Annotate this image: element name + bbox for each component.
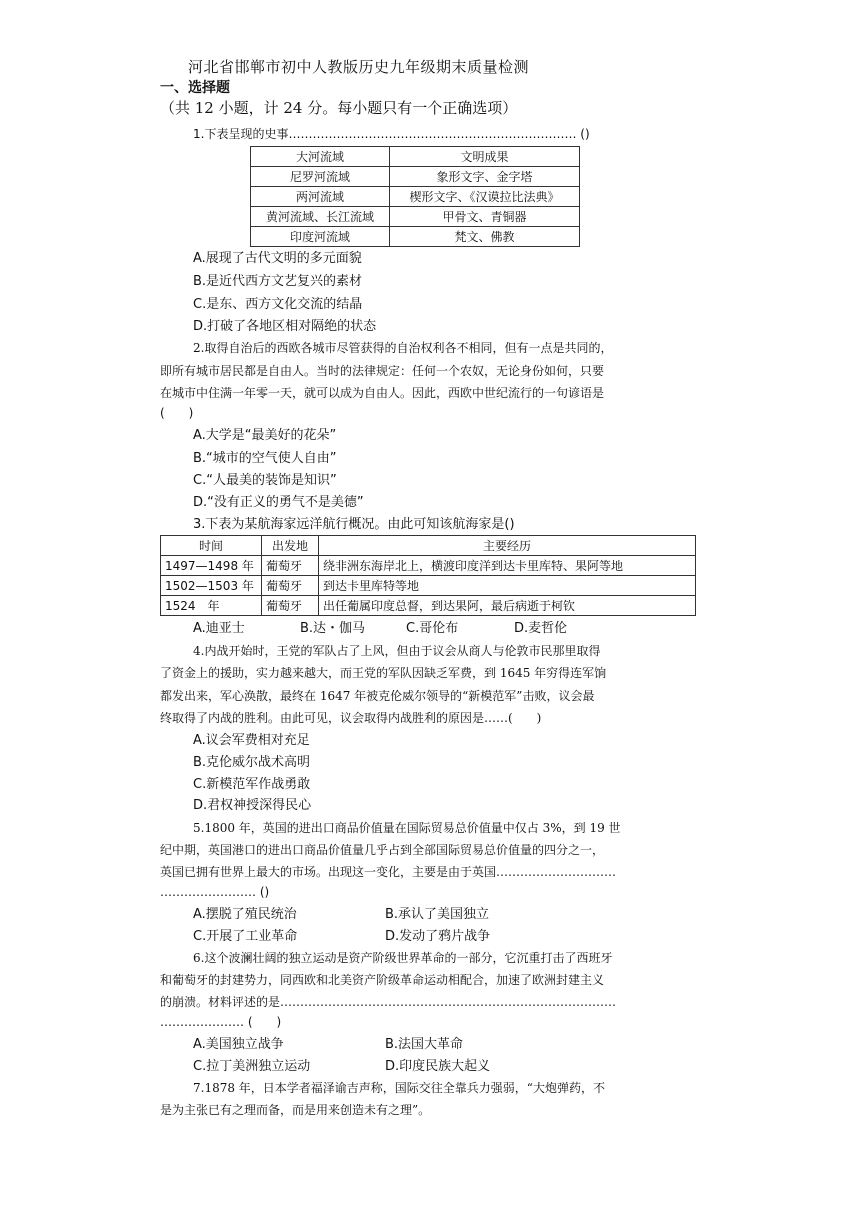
table-header-cell: 文明成果 <box>390 147 580 167</box>
table-cell: 出任葡属印度总督，到达果阿，最后病逝于柯钦 <box>319 596 696 616</box>
question-2-line: ( ) <box>160 406 194 420</box>
section-note: （共 12 小题，计 24 分。每小题只有一个正确选项） <box>160 99 518 117</box>
table-header-cell: 时间 <box>161 536 262 556</box>
table-cell: 象形文字、金字塔 <box>390 167 580 187</box>
table-cell: 印度河流域 <box>251 227 390 247</box>
table-header-cell: 主要经历 <box>319 536 696 556</box>
question-2-option: C.“人最美的装饰是知识” <box>193 473 337 488</box>
document-title: 河北省邯郸市初中人教版历史九年级期末质量检测 <box>188 58 530 76</box>
table-cell: 葡萄牙 <box>262 596 319 616</box>
question-1-option: A.展现了古代文明的多元面貌 <box>193 251 362 266</box>
question-1-stem: 1.下表呈现的史事……………………………………………………………… () <box>193 127 590 141</box>
question-6-line: 6.这个波澜壮阔的独立运动是资产阶级世界革命的一部分，它沉重打击了西班牙 <box>193 951 613 965</box>
question-5-line: 纪中期，英国港口的进出口商品价值量几乎占到全部国际贸易总价值量的四分之一， <box>160 843 605 857</box>
question-6-line: ………………… ( ) <box>160 1015 282 1029</box>
question-1-option: D.打破了各地区相对隔绝的状态 <box>193 319 377 334</box>
question-3-stem: 3.下表为某航海家远洋航行概况。由此可知该航海家是() <box>193 517 515 532</box>
question-5-option: D.发动了鸦片战争 <box>385 929 491 944</box>
question-2-option: D.“没有正义的勇气不是美德” <box>193 495 364 510</box>
question-3-option: C.哥伦布 <box>406 621 459 636</box>
question-3-option: D.麦哲伦 <box>514 621 568 636</box>
question-7-line: 7.1878 年，日本学者福泽谕吉声称，国际交往全靠兵力强弱，“大炮弹药，不 <box>193 1081 605 1095</box>
question-5-option: C.开展了工业革命 <box>193 929 298 944</box>
question-3-table <box>160 535 696 616</box>
table-cell: 甲骨文、青铜器 <box>390 207 580 227</box>
table-cell: 1497—1498 年 <box>161 556 262 576</box>
question-4-option: A.议会军费相对充足 <box>193 733 310 748</box>
table-cell: 1524 年 <box>161 596 262 616</box>
question-4-line: 了资金上的援助，实力越来越大，而王党的军队因缺乏军费，到 1645 年穷得连军饷 <box>160 666 607 680</box>
table-cell: 梵文、佛教 <box>390 227 580 247</box>
question-5-line: 英国已拥有世界上最大的市场。出现这一变化，主要是由于英国………………………… <box>160 865 617 879</box>
question-2-line: 在城市中住满一年零一天，就可以成为自由人。因此，西欧中世纪流行的一句谚语是 <box>160 386 605 400</box>
question-4-option: C.新模范军作战勇敢 <box>193 777 311 792</box>
table-cell: 葡萄牙 <box>262 576 319 596</box>
table-cell: 绕非洲东海岸北上，横渡印度洋到达卡里库特、果阿等地 <box>319 556 696 576</box>
question-4-line: 都发出来，军心涣散，最终在 1647 年被克伦威尔领导的“新模范军”击败，议会最 <box>160 689 595 703</box>
table-cell: 1502—1503 年 <box>161 576 262 596</box>
question-6-option: D.印度民族大起义 <box>385 1059 491 1074</box>
table-cell: 葡萄牙 <box>262 556 319 576</box>
table-cell: 楔形文字、《汉谟拉比法典》 <box>390 187 580 207</box>
section-heading: 一、选择题 <box>160 80 230 96</box>
question-5-option: B.承认了美国独立 <box>385 907 490 922</box>
table-cell: 黄河流域、长江流域 <box>251 207 390 227</box>
question-6-line: 的崩溃。材料评述的是………………………………………………………………………… <box>160 995 617 1009</box>
question-1-table <box>250 146 580 247</box>
question-4-option: D.君权神授深得民心 <box>193 798 312 813</box>
question-5-line: 5.1800 年，英国的进出口商品价值量在国际贸易总价值量中仅占 3%，到 19 世 <box>193 821 621 835</box>
table-header-cell: 大河流域 <box>251 147 390 167</box>
question-5-option: A.摆脱了殖民统治 <box>193 907 297 922</box>
question-1-option: B.是近代西方文艺复兴的素材 <box>193 274 363 289</box>
question-6-option: C.拉丁美洲独立运动 <box>193 1059 311 1074</box>
table-header-cell: 出发地 <box>262 536 319 556</box>
table-cell: 两河流域 <box>251 187 390 207</box>
question-1-option: C.是东、西方文化交流的结晶 <box>193 297 363 312</box>
question-2-option: B.“城市的空气使人自由” <box>193 451 337 466</box>
table-cell: 到达卡里库特等地 <box>319 576 696 596</box>
table-cell: 尼罗河流域 <box>251 167 390 187</box>
question-4-line: 终取得了内战的胜利。由此可见，议会取得内战胜利的原因是……( ) <box>160 711 542 725</box>
question-6-option: A.美国独立战争 <box>193 1037 284 1052</box>
question-5-line: …………………… () <box>160 885 270 899</box>
question-4-option: B.克伦威尔战术高明 <box>193 755 311 770</box>
question-2-line: 2.取得自治后的西欧各城市尽管获得的自治权利各不相同，但有一点是共同的， <box>193 341 613 355</box>
question-2-option: A.大学是“最美好的花朵” <box>193 428 337 443</box>
question-3-option: A.迪亚士 <box>193 621 245 636</box>
question-7-line: 是为主张已有之理而备，而是用来创造未有之理”。 <box>160 1103 431 1117</box>
question-6-option: B.法国大革命 <box>385 1037 464 1052</box>
question-4-line: 4.内战开始时，王党的军队占了上风，但由于议会从商人与伦敦市民那里取得 <box>193 644 601 658</box>
question-3-option: B.达・伽马 <box>300 621 366 636</box>
question-2-line: 即所有城市居民都是自由人。当时的法律规定：任何一个农奴，无论身份如何，只要 <box>160 364 605 378</box>
question-6-line: 和葡萄牙的封建势力，同西欧和北美资产阶级革命运动相配合，加速了欧洲封建主义 <box>160 973 605 987</box>
